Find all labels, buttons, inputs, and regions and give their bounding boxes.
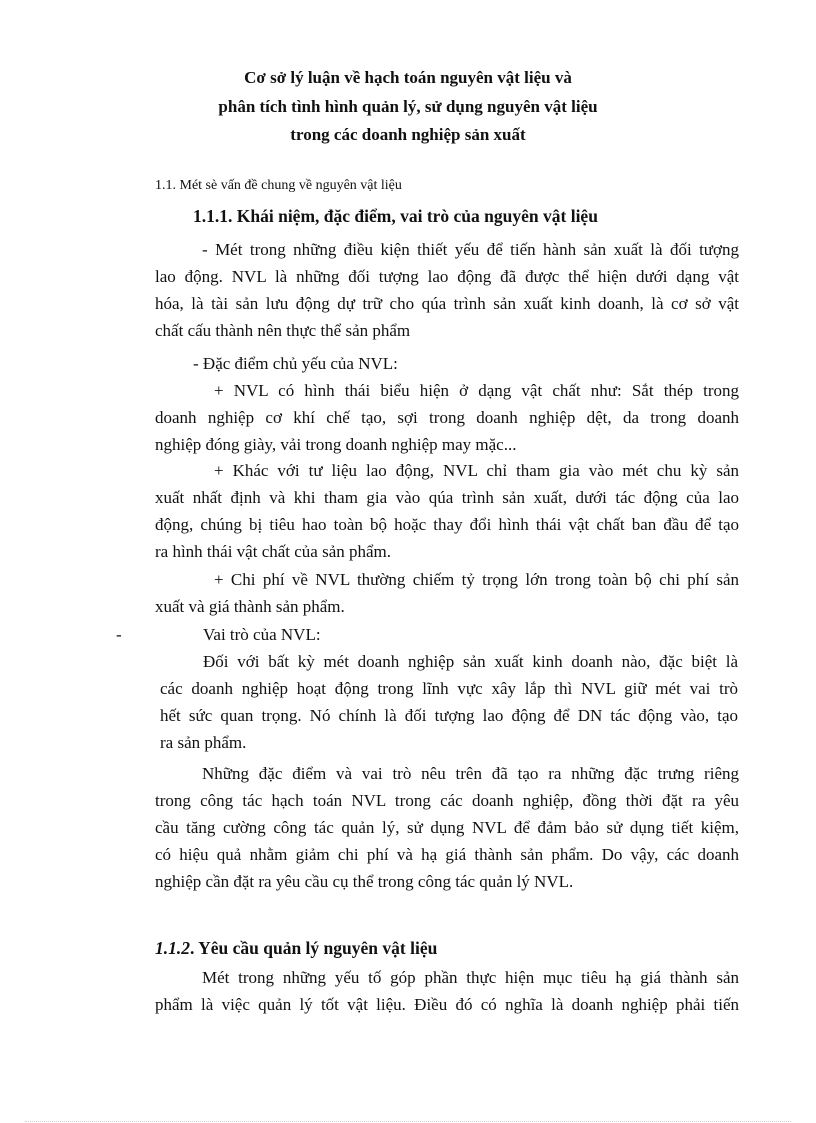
section-heading-1-1: 1.1. Mét sè vấn đề chung về nguyên vật liệu	[155, 178, 402, 193]
features-heading: - Đặc điểm chủ yếu của NVL:	[193, 354, 398, 373]
page-bottom-divider	[25, 1121, 791, 1122]
summary-line: cầu tăng cường công tác quản lý, sử dụng NVL để đảm bảo sử dụng tiết kiệm,	[155, 818, 739, 837]
document-title-line-2: phân tích tình hình quản lý, sử dụng nguyên vật liệu	[218, 97, 598, 116]
role-line: Đối với bất kỳ mét doanh nghiệp sản xuất kinh doanh nào, đặc biệt là	[203, 652, 738, 671]
summary-line: Những đặc điểm và vai trò nêu trên đã tạo ra những đặc trưng riêng	[202, 764, 739, 783]
feature-line: + Chi phí về NVL thường chiếm tỷ trọng lớn trong toàn bộ chi phí sản	[214, 570, 739, 589]
paragraph-line: - Mét trong những điều kiện thiết yếu để tiến hành sản xuất là đối tượng	[202, 240, 739, 259]
feature-line: động, chúng bị tiêu hao toàn bộ hoặc thay đổi hình thái vật chất ban đầu để tạo	[155, 515, 739, 534]
role-line: hết sức quan trọng. Nó chính là đối tượng lao động để DN tác động vào, tạo	[160, 706, 738, 725]
section-heading-1-1-1: 1.1.1. Khái niệm, đặc điểm, vai trò của nguyên vật liệu	[193, 206, 598, 226]
list-dash: -	[116, 625, 122, 644]
feature-line: + Khác với tư liệu lao động, NVL chỉ tham gia vào mét chu kỳ sản	[214, 461, 739, 480]
feature-line: xuất và giá thành sản phẩm.	[155, 597, 345, 616]
feature-line: doanh nghiệp cơ khí chế tạo, sợi trong doanh nghiệp dệt, da trong doanh	[155, 408, 739, 427]
summary-line: nghiệp cần đặt ra yêu cầu cụ thể trong công tác quản lý NVL.	[155, 872, 574, 891]
document-title-line-3: trong các doanh nghiệp sản xuất	[290, 125, 526, 144]
document-title-line-1: Cơ sở lý luận về hạch toán nguyên vật liệu và	[244, 68, 572, 87]
feature-line: ra hình thái vật chất của sản phẩm.	[155, 542, 392, 561]
section-heading-1-1-2	[155, 938, 437, 959]
summary-line: có hiệu quả nhằm giảm chi phí và hạ giá thành sản phẩm. Do vậy, các doanh	[155, 845, 739, 864]
feature-line: + NVL có hình thái biểu hiện ở dạng vật chất như: Sắt thép trong	[214, 381, 739, 400]
summary-line: trong công tác hạch toán NVL trong các doanh nghiệp, đồng thời đặt ra yêu	[155, 791, 739, 810]
paragraph-line: chất cấu thành nên thực thể sản phẩm	[155, 321, 411, 340]
paragraph-line: hóa, là tài sản lưu động dự trữ cho qúa trình sản xuất kinh doanh, là cơ sở vật	[155, 294, 739, 313]
section-number: 1.1.2	[155, 938, 190, 958]
feature-line: xuất nhất định và khi tham gia vào qúa trình sản xuất, dưới tác động của lao	[155, 488, 739, 507]
paragraph-line: lao động. NVL là những đối tượng lao động đã được thể hiện dưới dạng vật	[155, 267, 739, 286]
role-heading: Vai trò của NVL:	[203, 625, 321, 644]
role-line: các doanh nghiệp hoạt động trong lĩnh vực xây lắp thì NVL giữ mét vai trò	[160, 679, 738, 698]
requirements-line: Mét trong những yếu tố góp phần thực hiện mục tiêu hạ giá thành sản	[202, 968, 739, 987]
role-line: ra sản phẩm.	[160, 733, 247, 752]
requirements-line: phẩm là việc quản lý tốt vật liệu. Điều đó có nghĩa là doanh nghiệp phải tiến	[155, 995, 739, 1014]
feature-line: nghiệp đóng giày, vải trong doanh nghiệp may mặc...	[155, 435, 517, 454]
section-heading-text: . Yêu cầu quản lý nguyên vật liệu	[190, 938, 438, 958]
